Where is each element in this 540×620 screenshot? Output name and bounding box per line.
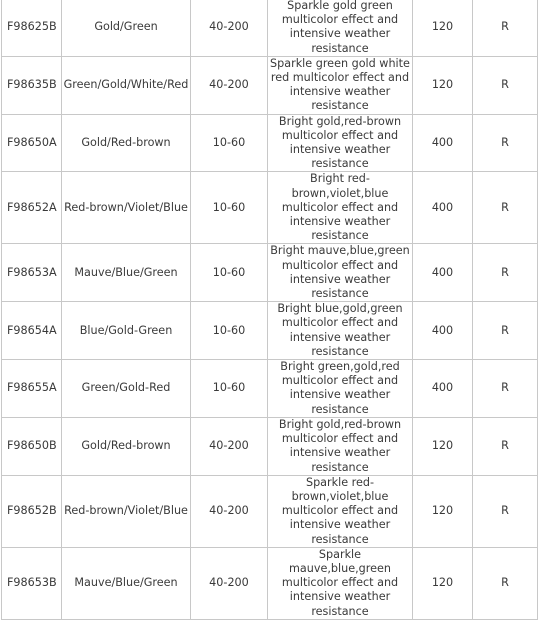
color-combination-cell: Green/Gold/White/Red bbox=[62, 56, 191, 114]
quantity-cell: 120 bbox=[413, 56, 473, 114]
product-code-cell: F98650B bbox=[2, 417, 62, 475]
quantity-cell: 400 bbox=[413, 114, 473, 172]
particle-size-cell: 40-200 bbox=[191, 0, 268, 56]
type-cell: R bbox=[473, 244, 538, 302]
product-table-body bbox=[2, 0, 538, 619]
quantity-cell: 400 bbox=[413, 302, 473, 360]
particle-size-cell: 40-200 bbox=[191, 475, 268, 547]
quantity-cell: 120 bbox=[413, 0, 473, 56]
particle-size-cell: 10-60 bbox=[191, 172, 268, 244]
description-cell: Bright red-brown,violet,blue multicolor effect and intensive weather resistance bbox=[268, 172, 413, 244]
color-combination-cell: Gold/Green bbox=[62, 0, 191, 56]
color-combination-cell: Red-brown/Violet/Blue bbox=[62, 475, 191, 547]
color-combination-cell: Green/Gold-Red bbox=[62, 360, 191, 418]
quantity-cell: 120 bbox=[413, 417, 473, 475]
table-row bbox=[2, 56, 538, 114]
color-combination-cell: Mauve/Blue/Green bbox=[62, 547, 191, 619]
type-cell: R bbox=[473, 56, 538, 114]
quantity-cell: 120 bbox=[413, 547, 473, 619]
particle-size-cell: 40-200 bbox=[191, 547, 268, 619]
particle-size-cell: 10-60 bbox=[191, 360, 268, 418]
type-cell: R bbox=[473, 114, 538, 172]
quantity-cell: 400 bbox=[413, 360, 473, 418]
product-code-cell: F98653A bbox=[2, 244, 62, 302]
type-cell: R bbox=[473, 547, 538, 619]
quantity-cell: 120 bbox=[413, 475, 473, 547]
product-code-cell: F98650A bbox=[2, 114, 62, 172]
description-cell: Sparkle red-brown,violet,blue multicolor effect and intensive weather resistance bbox=[268, 475, 413, 547]
description-cell: Bright mauve,blue,green multicolor effect and intensive weather resistance bbox=[268, 244, 413, 302]
product-code-cell: F98625B bbox=[2, 0, 62, 56]
color-combination-cell: Red-brown/Violet/Blue bbox=[62, 172, 191, 244]
quantity-cell: 400 bbox=[413, 244, 473, 302]
table-row bbox=[2, 114, 538, 172]
description-cell: Sparkle gold green multicolor effect and intensive weather resistance bbox=[268, 0, 413, 56]
color-combination-cell: Gold/Red-brown bbox=[62, 114, 191, 172]
product-code-cell: F98655A bbox=[2, 360, 62, 418]
table-row bbox=[2, 417, 538, 475]
type-cell: R bbox=[473, 475, 538, 547]
product-code-cell: F98635B bbox=[2, 56, 62, 114]
description-cell: Bright gold,red-brown multicolor effect and intensive weather resistance bbox=[268, 417, 413, 475]
type-cell: R bbox=[473, 417, 538, 475]
particle-size-cell: 10-60 bbox=[191, 302, 268, 360]
product-table bbox=[1, 0, 538, 620]
table-row bbox=[2, 475, 538, 547]
type-cell: R bbox=[473, 302, 538, 360]
type-cell: R bbox=[473, 360, 538, 418]
table-row bbox=[2, 244, 538, 302]
product-code-cell: F98654A bbox=[2, 302, 62, 360]
color-combination-cell: Gold/Red-brown bbox=[62, 417, 191, 475]
particle-size-cell: 40-200 bbox=[191, 417, 268, 475]
particle-size-cell: 10-60 bbox=[191, 114, 268, 172]
description-cell: Bright green,gold,red multicolor effect and intensive weather resistance bbox=[268, 360, 413, 418]
table-row bbox=[2, 547, 538, 619]
color-combination-cell: Mauve/Blue/Green bbox=[62, 244, 191, 302]
color-combination-cell: Blue/Gold-Green bbox=[62, 302, 191, 360]
description-cell: Sparkle mauve,blue,green multicolor effect and intensive weather resistance bbox=[268, 547, 413, 619]
description-cell: Bright gold,red-brown multicolor effect and intensive weather resistance bbox=[268, 114, 413, 172]
description-cell: Bright blue,gold,green multicolor effect and intensive weather resistance bbox=[268, 302, 413, 360]
quantity-cell: 400 bbox=[413, 172, 473, 244]
table-row bbox=[2, 302, 538, 360]
type-cell: R bbox=[473, 172, 538, 244]
description-cell: Sparkle green gold white red multicolor effect and intensive weather resistance bbox=[268, 56, 413, 114]
product-code-cell: F98652B bbox=[2, 475, 62, 547]
table-row bbox=[2, 0, 538, 56]
table-row bbox=[2, 172, 538, 244]
particle-size-cell: 40-200 bbox=[191, 56, 268, 114]
table-row bbox=[2, 360, 538, 418]
product-code-cell: F98652A bbox=[2, 172, 62, 244]
product-code-cell: F98653B bbox=[2, 547, 62, 619]
particle-size-cell: 10-60 bbox=[191, 244, 268, 302]
type-cell: R bbox=[473, 0, 538, 56]
